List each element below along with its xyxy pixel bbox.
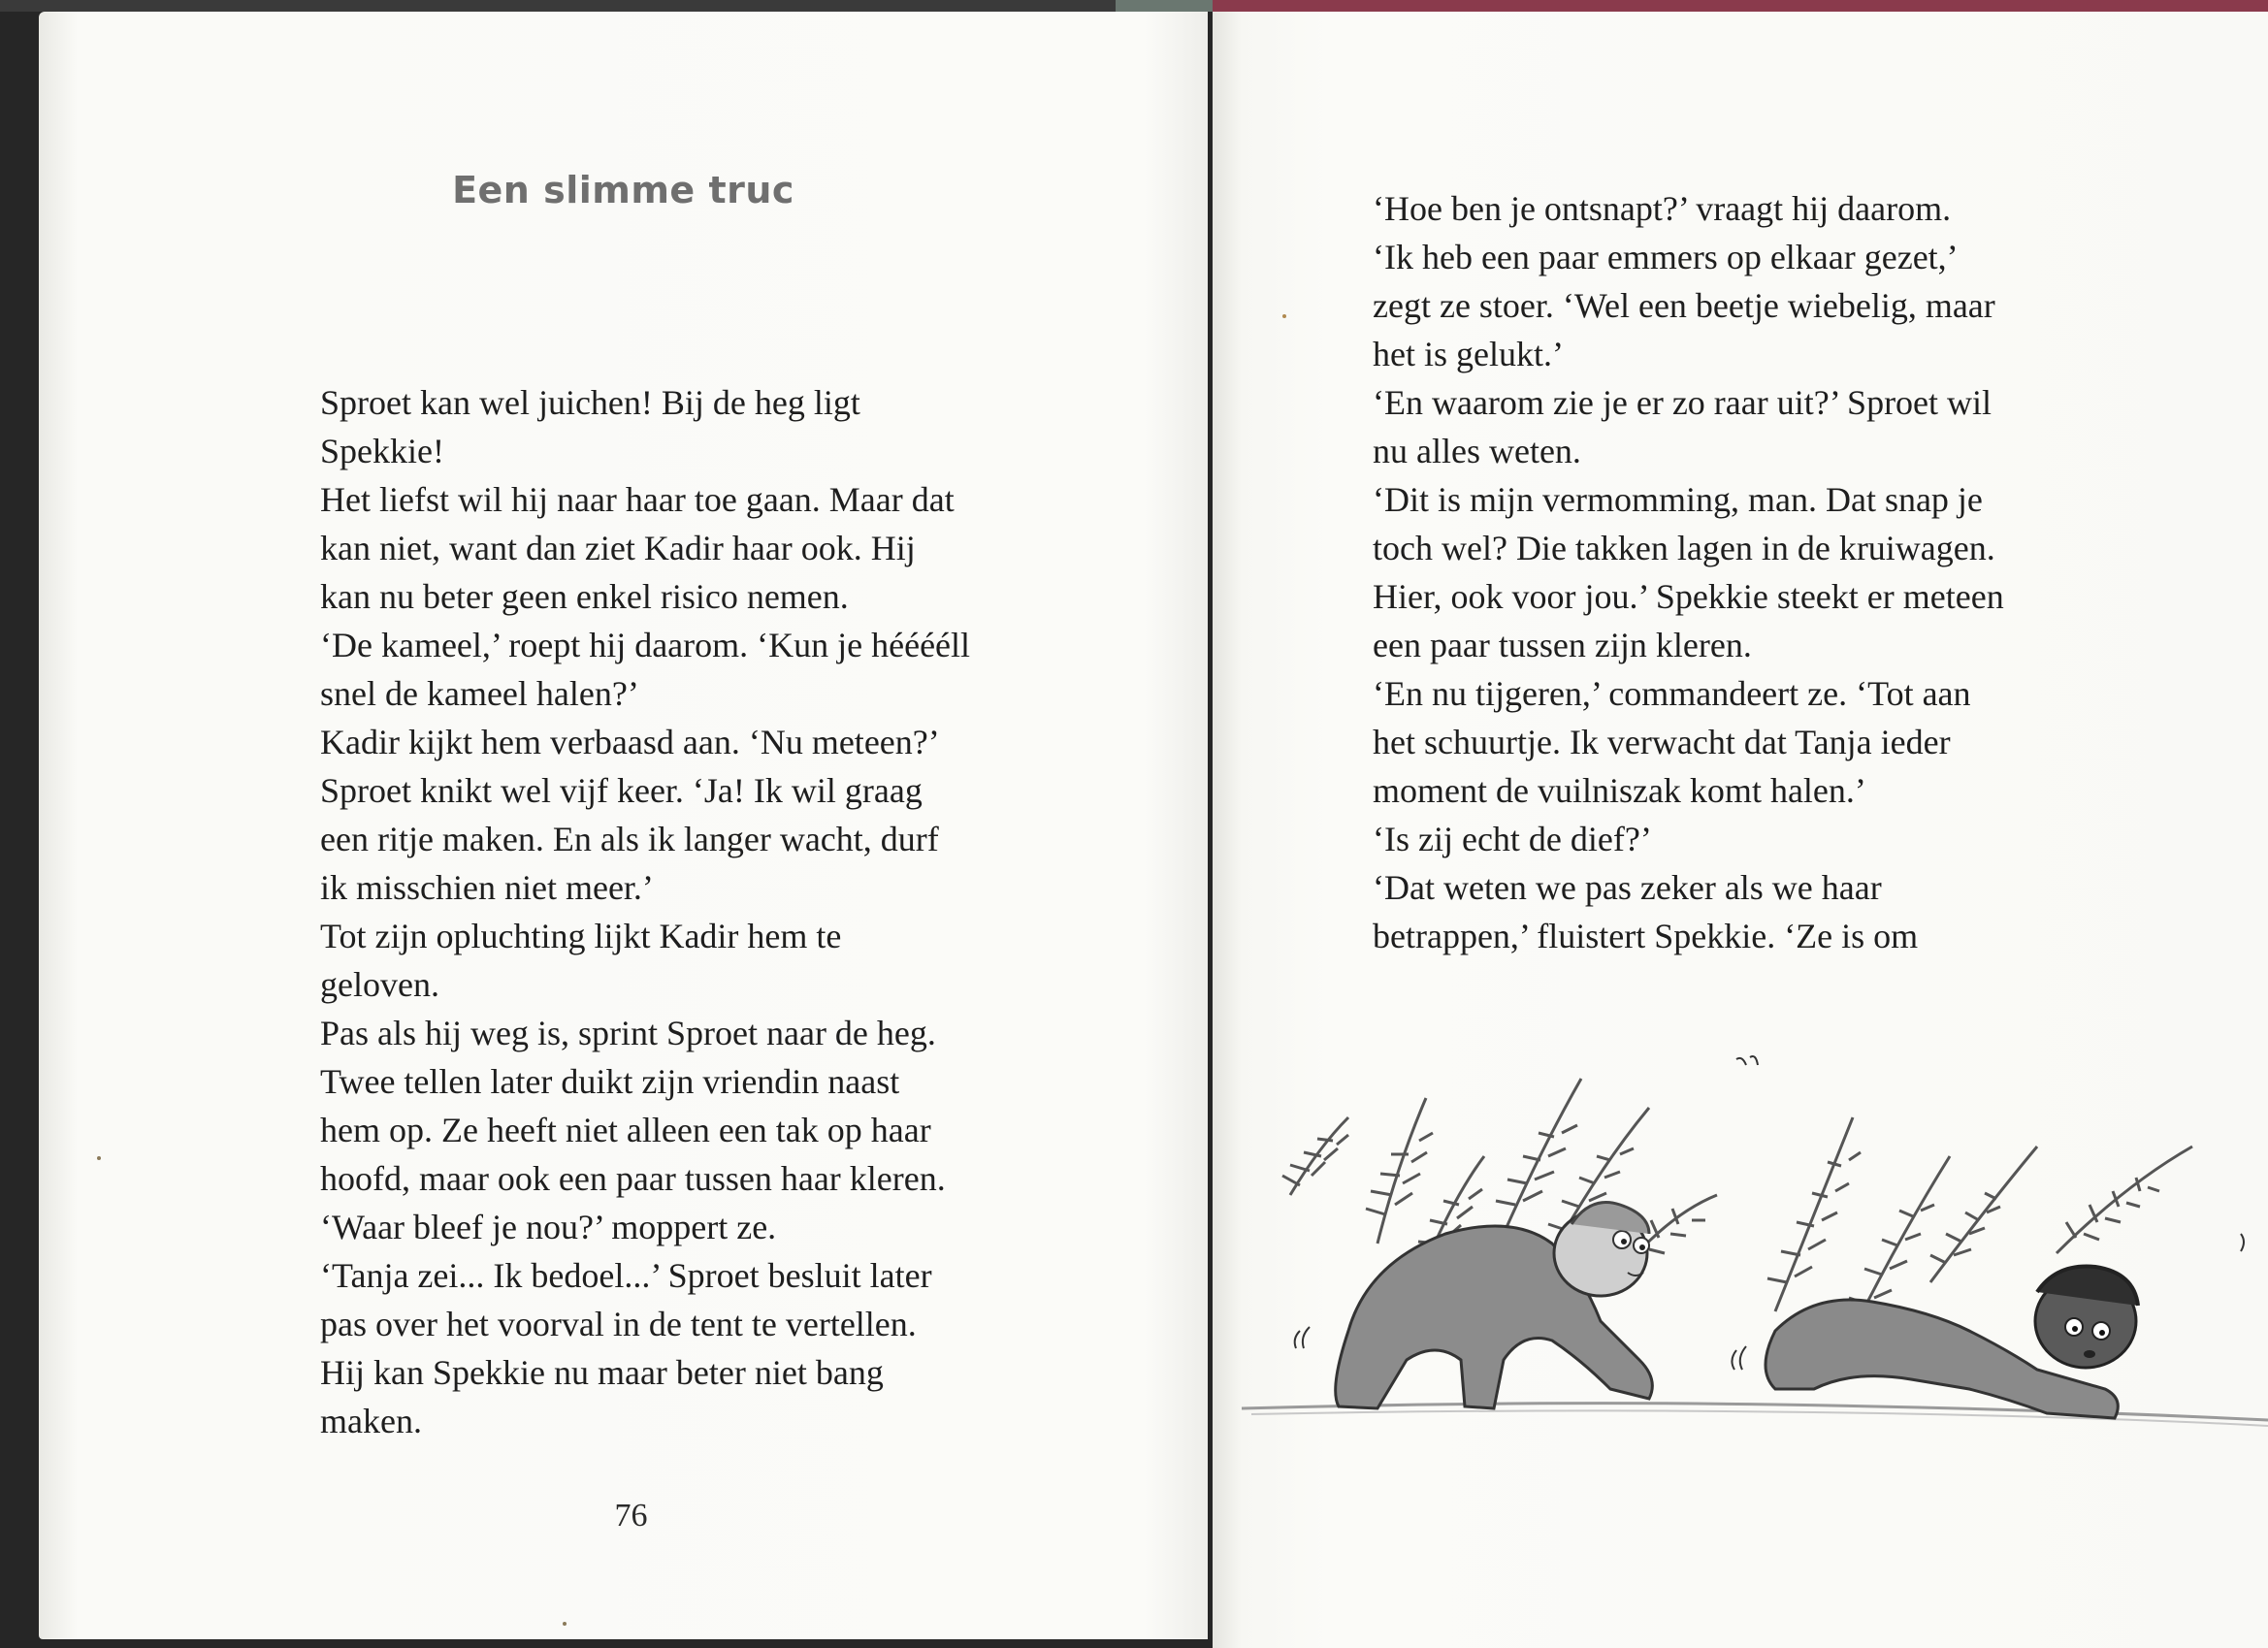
book-cover-edge <box>1213 0 2268 12</box>
right-page-body <box>1373 184 2004 960</box>
text-line: Het liefst wil hij naar haar toe gaan. Maar dat <box>320 480 955 519</box>
text-line: moment de vuilniszak komt halen.’ <box>1373 771 1866 810</box>
page-number: 76 <box>614 1498 648 1534</box>
text-line: toch wel? Die takken lagen in de kruiwagen. <box>1373 529 1995 567</box>
text-line: pas over het voorval in de tent te vertellen. <box>320 1305 917 1343</box>
book-spine-edge <box>1116 0 1213 12</box>
left-page <box>39 12 1208 1639</box>
chapter-title: Een slimme truc <box>452 169 794 211</box>
text-line: ‘Dat weten we pas zeker als we haar <box>1373 868 1882 907</box>
text-line: betrappen,’ fluistert Spekkie. ‘Ze is om <box>1373 917 1919 955</box>
text-line: ik misschien niet meer.’ <box>320 868 654 907</box>
text-line: Tot zijn opluchting lijkt Kadir hem te <box>320 917 842 955</box>
text-line: snel de kameel halen?’ <box>320 674 639 713</box>
text-line: kan niet, want dan ziet Kadir haar ook. Hij <box>320 529 916 567</box>
text-line: een ritje maken. En als ik langer wacht, durf <box>320 820 939 858</box>
text-line: ‘En waarom zie je er zo raar uit?’ Sproet wil <box>1373 383 1993 422</box>
text-line: het schuurtje. Ik verwacht dat Tanja ieder <box>1373 723 1951 761</box>
paper-speck <box>97 1156 101 1160</box>
text-line: hoofd, maar ook een paar tussen haar kleren. <box>320 1159 946 1198</box>
text-line: geloven. <box>320 965 439 1004</box>
text-line: Twee tellen later duikt zijn vriendin naast <box>320 1062 900 1101</box>
text-line: ‘Dit is mijn vermomming, man. Dat snap je <box>1373 480 1983 519</box>
boy-figure <box>1295 1203 1653 1409</box>
scan-edge <box>0 0 1116 12</box>
text-line: Kadir kijkt hem verbaasd aan. ‘Nu meteen?’ <box>320 723 940 761</box>
text-line: Sproet kan wel juichen! Bij de heg ligt <box>320 383 860 422</box>
text-line: Pas als hij weg is, sprint Sproet naar de heg. <box>320 1014 936 1052</box>
text-line: ‘Ik heb een paar emmers op elkaar gezet,’ <box>1373 238 1959 276</box>
text-line: ‘Is zij echt de dief?’ <box>1373 820 1652 858</box>
paper-speck <box>563 1622 567 1626</box>
text-line: ‘De kameel,’ roept hij daarom. ‘Kun je hééééll <box>320 626 971 664</box>
text-line: kan nu beter geen enkel risico nemen. <box>320 577 849 616</box>
text-line: hem op. Ze heeft niet alleen een tak op haar <box>320 1111 931 1149</box>
text-line: een paar tussen zijn kleren. <box>1373 626 1752 664</box>
crawling-children-illustration <box>1232 1040 2268 1467</box>
text-line: het is gelukt.’ <box>1373 335 1564 373</box>
text-line: Hij kan Spekkie nu maar beter niet bang <box>320 1353 884 1392</box>
text-line: ‘Waar bleef je nou?’ moppert ze. <box>320 1208 777 1246</box>
text-line: ‘Hoe ben je ontsnapt?’ vraagt hij daarom. <box>1373 189 1952 228</box>
left-page-body <box>320 378 970 1445</box>
text-line: nu alles weten. <box>1373 432 1581 470</box>
text-line: Hier, ook voor jou.’ Spekkie steekt er meteen <box>1373 577 2004 616</box>
text-line: ‘Tanja zei... Ik bedoel...’ Sproet besluit later <box>320 1256 932 1295</box>
girl-figure <box>1732 1056 2244 1418</box>
text-line: maken. <box>320 1402 422 1440</box>
paper-speck <box>1282 314 1286 318</box>
text-line: ‘En nu tijgeren,’ commandeert ze. ‘Tot aan <box>1373 674 1971 713</box>
text-line: Spekkie! <box>320 432 444 470</box>
text-line: zegt ze stoer. ‘Wel een beetje wiebelig, maar <box>1373 286 1995 325</box>
right-page <box>1213 12 2268 1648</box>
text-line: Sproet knikt wel vijf keer. ‘Ja! Ik wil graag <box>320 771 923 810</box>
